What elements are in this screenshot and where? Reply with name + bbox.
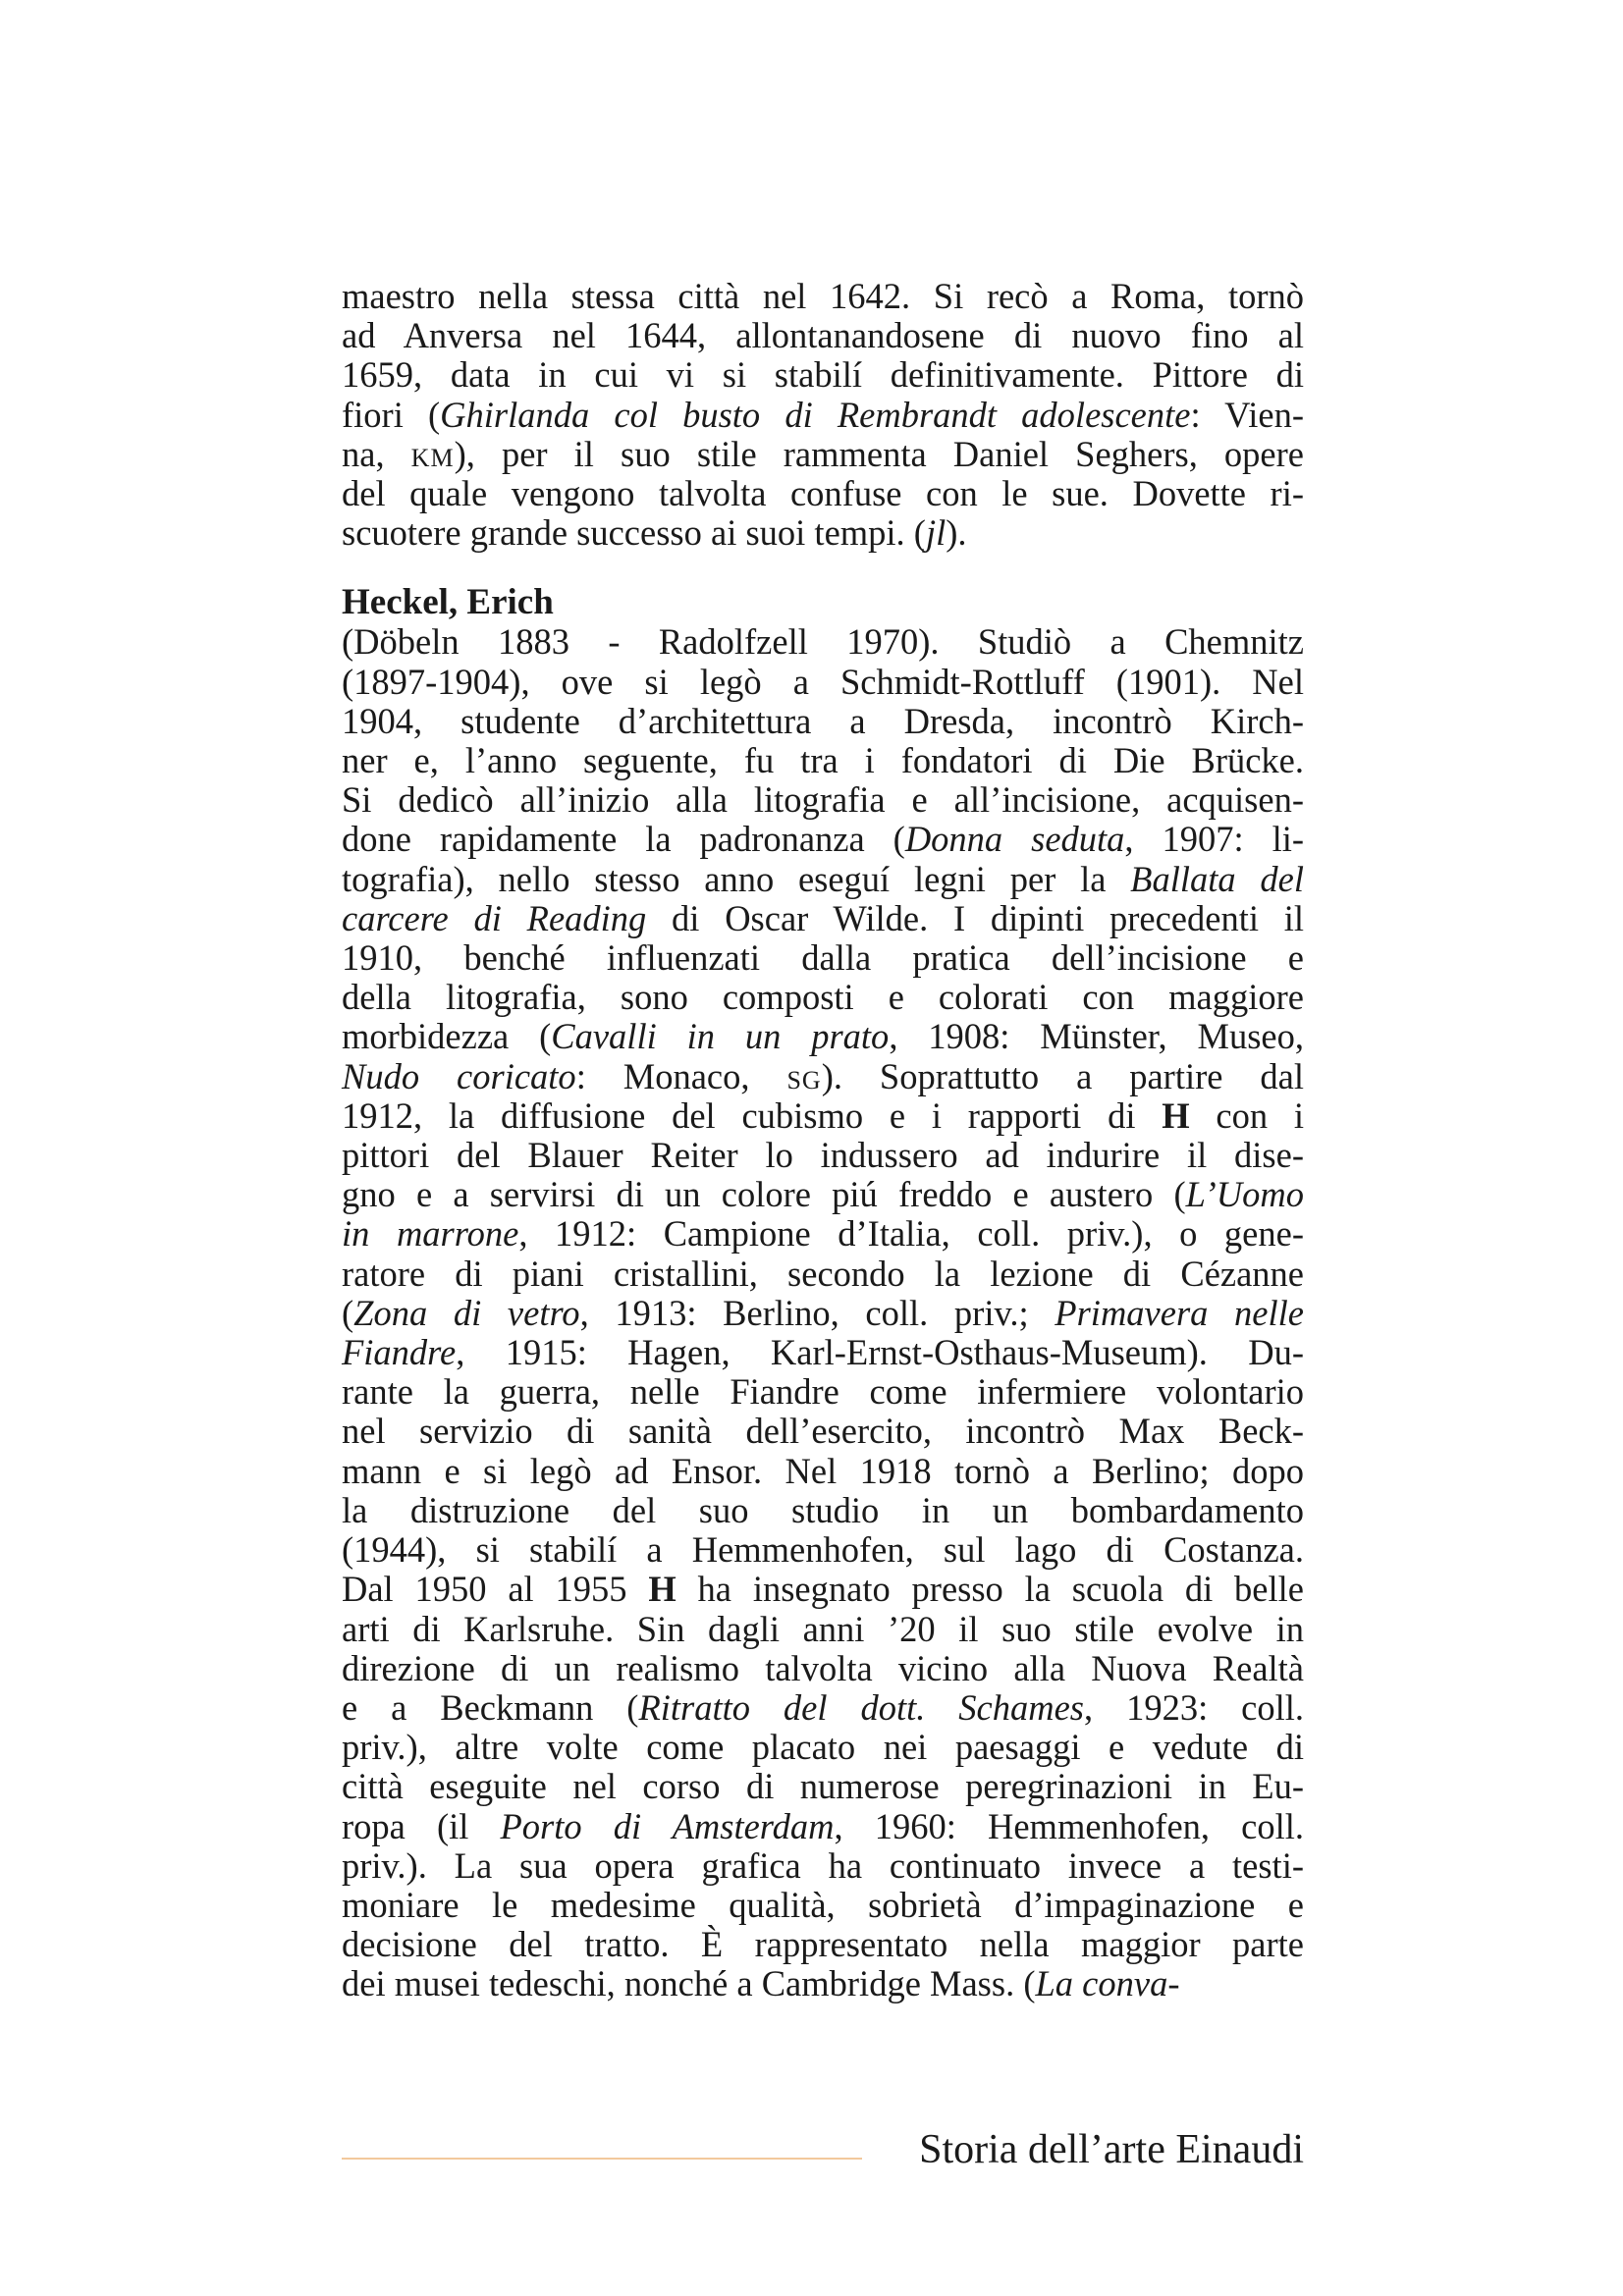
text-run: la distruzione del suo studio in un bombardamento	[342, 1489, 1304, 1530]
text-line	[342, 474, 1304, 513]
text-line	[342, 1964, 1304, 2003]
text-run: priv.), altre volte come placato nei paesaggi e vedute di	[342, 1727, 1304, 1768]
text-line	[342, 1017, 1304, 1056]
italic-text: in marrone	[342, 1213, 519, 1255]
text-run: 1910, benché influenzati dalla pratica dell’incisione e	[342, 937, 1304, 979]
text-run: nel servizio di sanità dell’esercito, incontrò Max Beck-	[342, 1411, 1304, 1452]
text-run: , 1913: Berlino, coll. priv.;	[579, 1292, 1055, 1333]
text-line	[342, 702, 1304, 741]
text-line	[342, 316, 1304, 355]
text-line	[342, 1294, 1304, 1333]
text-line	[342, 1175, 1304, 1214]
text-run: , 1907: li-	[1124, 819, 1305, 860]
text-run: (Döbeln 1883 - Radolfzell 1970). Studiò a Chemnitz	[342, 621, 1304, 663]
text-line	[342, 860, 1304, 899]
text-run: e a Beckmann (	[342, 1686, 639, 1728]
text-run: maestro nella stessa città nel 1642. Si recò a Roma, tornò	[342, 276, 1304, 316]
text-line	[342, 1570, 1304, 1609]
italic-text: Porto di Amsterdam	[500, 1805, 835, 1846]
text-line	[342, 938, 1304, 978]
text-run: na,	[342, 433, 411, 474]
text-line	[342, 1649, 1304, 1688]
text-run: , 1912: Campione d’Italia, coll. priv.), o gene-	[518, 1213, 1304, 1255]
text-run: 1904, studente d’architettura a Dresda, incontrò Kirch-	[342, 700, 1304, 741]
text-line	[342, 780, 1304, 820]
bold-text: H	[1162, 1095, 1190, 1136]
text-line	[342, 1452, 1304, 1491]
text-line	[342, 1096, 1304, 1136]
text-line	[342, 1688, 1304, 1728]
text-line	[342, 1372, 1304, 1412]
text-run: moniare le medesime qualità, sobrietà d’impaginazione e	[342, 1884, 1304, 1925]
italic-text: jl	[925, 512, 947, 554]
text-line	[342, 277, 1304, 316]
previous-entry-text	[342, 277, 1304, 553]
text-run: del quale vengono talvolta confuse con le sue. Dovette ri-	[342, 473, 1304, 514]
text-run: ha insegnato presso la scuola di belle	[676, 1569, 1304, 1610]
italic-text: Nudo coricato	[342, 1055, 576, 1096]
text-line	[342, 663, 1304, 702]
italic-text: Donna seduta	[904, 819, 1125, 860]
footer-label: Storia dell’arte Einaudi	[919, 2127, 1304, 2172]
text-run: pittori del Blauer Reiter lo indussero ad indurire il dise-	[342, 1135, 1304, 1176]
text-run: direzione di un realismo talvolta vicino alla Nuova Realtà	[342, 1647, 1304, 1688]
italic-text: Fiandre	[342, 1332, 457, 1373]
text-run: con i	[1189, 1095, 1305, 1136]
entry-body-text	[342, 622, 1304, 2003]
italic-text: Cavalli in un prato	[551, 1016, 890, 1057]
text-run: Dal 1950 al 1955	[342, 1569, 649, 1610]
text-run: (1897-1904), ove si legò a Schmidt-Rottluff (1901). Nel	[342, 661, 1304, 702]
text-run: tografia), nello stesso anno eseguí legni per la	[342, 858, 1131, 899]
text-line	[342, 899, 1304, 938]
text-run: ).	[946, 512, 967, 554]
text-run: morbidezza (	[342, 1016, 552, 1057]
footer-rule	[342, 2158, 862, 2160]
text-run: , 1923: coll.	[1084, 1686, 1304, 1728]
text-run: , 1960: Hemmenhofen, coll.	[834, 1805, 1304, 1846]
text-run: scuotere grande successo ai suoi tempi. (	[342, 512, 926, 554]
text-run: dei musei tedeschi, nonché a Cambridge Mass. (	[342, 1963, 1036, 2004]
text-line	[342, 1767, 1304, 1806]
italic-text: L’Uomo	[1185, 1174, 1304, 1215]
small-caps-text: sg	[786, 1055, 822, 1096]
italic-text: Ritratto del dott. Schames	[638, 1686, 1085, 1728]
text-run: : Vien-	[1190, 394, 1304, 435]
entry-title: Heckel, Erich	[342, 582, 554, 623]
italic-text: Primavera nelle	[1055, 1292, 1304, 1333]
text-run: di Oscar Wilde. I dipinti precedenti il	[646, 897, 1305, 938]
text-line	[342, 978, 1304, 1017]
text-line	[342, 1846, 1304, 1886]
text-line	[342, 1491, 1304, 1530]
text-line	[342, 355, 1304, 395]
text-run: priv.). La sua opera grafica ha continuato invece a testi-	[342, 1844, 1304, 1886]
text-run: fiori (	[342, 394, 441, 435]
text-run: : Monaco,	[575, 1055, 787, 1096]
italic-text: carcere di Reading	[342, 897, 647, 938]
text-line	[342, 1057, 1304, 1096]
text-line	[342, 513, 1304, 553]
entry-heckel	[342, 583, 1304, 2003]
text-line	[342, 1807, 1304, 1846]
text-run: ad Anversa nel 1644, allontanandosene di nuovo fino al	[342, 315, 1304, 356]
text-run: della litografia, sono composti e colorati con maggiore	[342, 977, 1304, 1018]
text-run: città eseguite nel corso di numerose peregrinazioni in Eu-	[342, 1766, 1304, 1807]
text-run: gno e a servirsi di un colore piú freddo e austero (	[342, 1174, 1186, 1215]
text-run: done rapidamente la padronanza (	[342, 819, 905, 860]
text-run: rante la guerra, nelle Fiandre come infermiere volontario	[342, 1371, 1304, 1413]
text-line	[342, 1886, 1304, 1925]
small-caps-text: km	[410, 433, 455, 474]
text-line	[342, 1610, 1304, 1649]
text-run: , 1908: Münster, Museo,	[889, 1016, 1304, 1057]
bold-text: H	[648, 1569, 676, 1610]
text-line	[342, 1925, 1304, 1964]
text-run: Si dedicò all’inizio alla litografia e all’incisione, acquisen-	[342, 779, 1304, 821]
text-run: 1659, data in cui vi si stabilí definitivamente. Pittore di	[342, 354, 1304, 396]
text-line	[342, 396, 1304, 435]
text-run: ), per il suo stile rammenta Daniel Seghers, opere	[454, 433, 1304, 474]
text-run: ). Soprattutto a partire dal	[821, 1055, 1305, 1096]
text-run: ropa (il	[342, 1805, 501, 1846]
text-run: (1944), si stabilí a Hemmenhofen, sul lago di Costanza.	[342, 1529, 1304, 1571]
text-line	[342, 1412, 1304, 1451]
text-run: ner e, l’anno seguente, fu tra i fondatori di Die Brücke.	[342, 740, 1304, 781]
page-footer	[342, 2120, 1304, 2179]
text-run: mann e si legò ad Ensor. Nel 1918 tornò a Berlino; dopo	[342, 1450, 1304, 1491]
text-line	[342, 1214, 1304, 1254]
italic-text: La conva-	[1035, 1963, 1180, 2004]
text-run: decisione del tratto. È rappresentato nella maggior parte	[342, 1924, 1304, 1965]
text-line	[342, 1728, 1304, 1767]
text-line	[342, 1255, 1304, 1294]
page-body	[342, 277, 1304, 2004]
text-line	[342, 1333, 1304, 1372]
italic-text: Ghirlanda col busto di Rembrandt adolescente	[440, 394, 1191, 435]
text-run: (	[342, 1292, 354, 1333]
text-run: 1912, la diffusione del cubismo e i rapporti di	[342, 1095, 1163, 1136]
text-line	[342, 741, 1304, 780]
text-line	[342, 435, 1304, 474]
text-line	[342, 622, 1304, 662]
text-run: , 1915: Hagen, Karl-Ernst-Osthaus-Museum). Du-	[456, 1332, 1304, 1373]
text-run: ratore di piani cristallini, secondo la lezione di Cézanne	[342, 1253, 1304, 1294]
text-run: arti di Karlsruhe. Sin dagli anni ’20 il suo stile evolve in	[342, 1608, 1304, 1649]
text-line	[342, 1136, 1304, 1175]
text-line	[342, 1530, 1304, 1570]
italic-text: Zona di vetro	[353, 1292, 580, 1333]
text-line	[342, 820, 1304, 859]
italic-text: Ballata del	[1130, 858, 1304, 899]
